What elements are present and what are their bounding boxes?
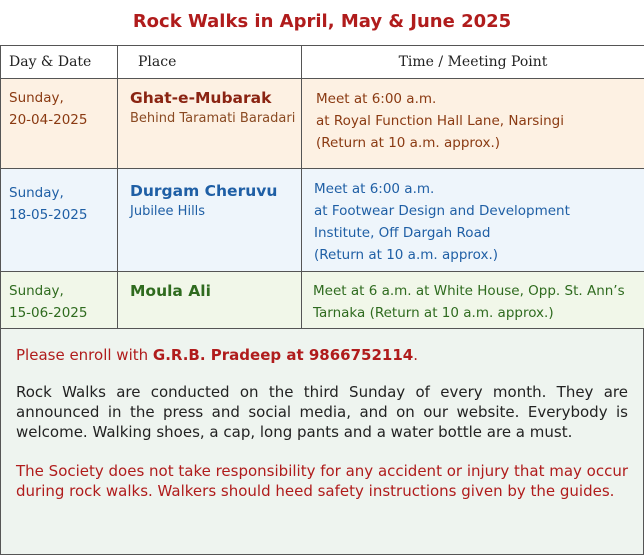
disclaimer-paragraph: The Society does not take responsibility for any accident or injury that may occur during rock walks. Walkers should heed safety instructions given by the guides.	[16, 462, 629, 500]
table-row	[1, 272, 644, 329]
day-text: Sunday,	[9, 90, 64, 106]
table-row	[1, 169, 644, 272]
meeting-line: Meet at 6:00 a.m.	[314, 181, 435, 197]
date-cell	[1, 169, 118, 272]
page-title: Rock Walks in April, May & June 2025	[132, 11, 512, 32]
info-paragraph: Rock Walks are conducted on the third Sunday of every month. They are announced in the press and social media, and on our website. Everybody is welcome. Walking shoes, a cap, long pants and a water bottle are a must.	[16, 383, 628, 441]
place-name: Moula Ali	[130, 282, 211, 300]
date-cell	[1, 79, 118, 169]
meeting-line: (Return at 10 a.m. approx.)	[314, 247, 499, 263]
meeting-line: at Footwear Design and Development	[314, 203, 570, 219]
schedule-table	[0, 45, 644, 329]
table-header-row	[1, 46, 644, 79]
day-text: Sunday,	[9, 185, 64, 201]
place-cell	[118, 169, 302, 272]
enroll-contact: G.R.B. Pradeep at 9866752114	[152, 346, 414, 364]
meeting-line: at Royal Function Hall Lane, Narsingi	[316, 113, 564, 129]
header-day-date: Day & Date	[1, 46, 118, 79]
date-text: 20-04-2025	[9, 112, 88, 128]
date-text: 15-06-2025	[9, 305, 88, 321]
day-text: Sunday,	[9, 283, 64, 299]
enroll-note	[16, 345, 628, 365]
date-cell	[1, 272, 118, 329]
header-time-meeting-point: Time / Meeting Point	[302, 46, 644, 79]
place-name: Ghat-e-Mubarak	[130, 89, 272, 107]
meeting-line: (Return at 10 a.m. approx.)	[316, 135, 501, 151]
meeting-point-cell	[302, 79, 644, 169]
enroll-prefix: Please enroll with	[16, 346, 153, 364]
meeting-line: Institute, Off Dargah Road	[314, 225, 491, 241]
meeting-point-cell	[302, 169, 644, 272]
meeting-line: Tarnaka (Return at 10 a.m. approx.)	[313, 305, 554, 321]
date-text: 18-05-2025	[9, 207, 88, 223]
place-cell	[118, 79, 302, 169]
place-subtitle: Jubilee Hills	[130, 204, 206, 219]
notes-panel	[0, 329, 644, 555]
meeting-line: Meet at 6:00 a.m.	[316, 91, 437, 107]
table-row	[1, 79, 644, 169]
header-place: Place	[118, 46, 302, 79]
meeting-point-cell	[302, 272, 644, 329]
meeting-line: Meet at 6 a.m. at White House, Opp. St. Ann’s	[313, 283, 625, 299]
place-name: Durgam Cheruvu	[130, 182, 278, 200]
place-subtitle: Behind Taramati Baradari	[130, 111, 296, 126]
place-cell	[118, 272, 302, 329]
enroll-suffix: .	[413, 346, 419, 364]
